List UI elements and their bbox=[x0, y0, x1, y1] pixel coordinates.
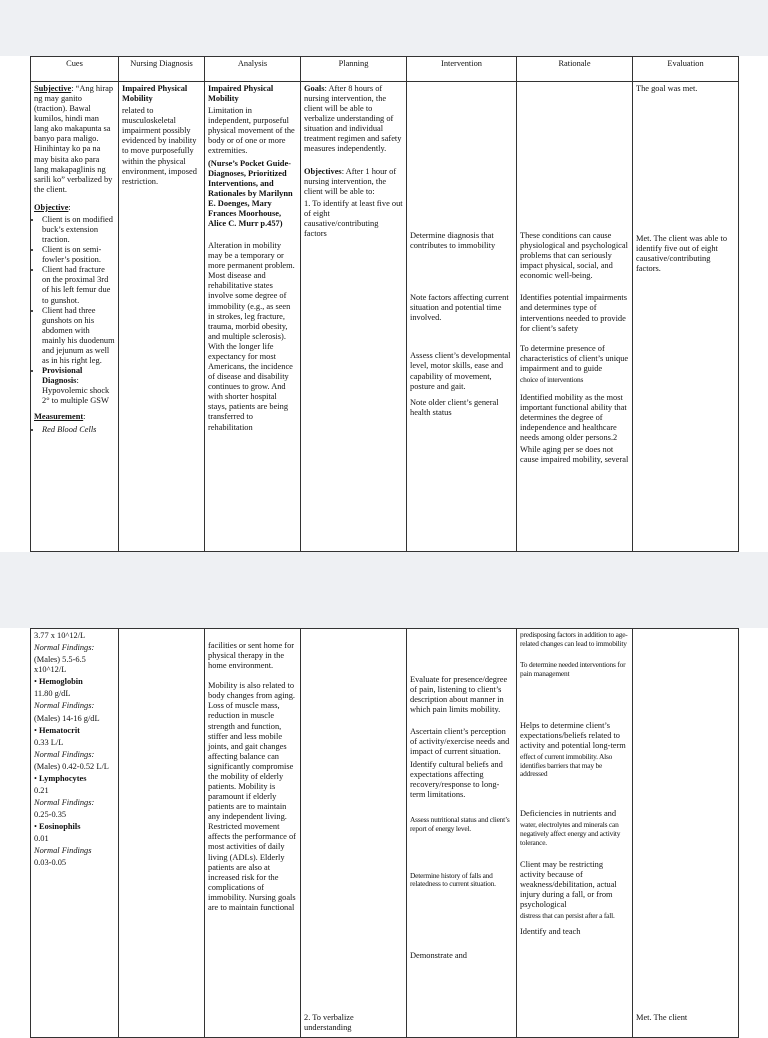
objective-label-line: Objective: bbox=[34, 202, 71, 212]
evaluation-cell-continued bbox=[633, 629, 739, 1038]
intervention-item: Assess nutritional status and client’s report of energy level. bbox=[410, 814, 510, 833]
list-item: • Client is on modified buck’s extension traction. bbox=[42, 215, 115, 245]
objective-1-text: To identify at least five out of eight causative/contributing factors bbox=[304, 198, 403, 239]
rationale-item: Identifies potential impairments and determines type of interventions needed to provide for client’s safety bbox=[520, 293, 627, 333]
header-cues: Cues bbox=[31, 57, 119, 82]
eos-value: 0.01 bbox=[34, 834, 49, 844]
intervention-item: Determine history of falls and relatedness to current situation. bbox=[410, 870, 496, 889]
analysis-p2: Mobility is also related to body changes from aging. Loss of muscle mass, reduction in muscle strength and function, stiffer and less mobile joints, and gait changes affecting balance can significantly compromise the mobility of elderly patients. Mobility is paramount if elderly patients are to maintain any independent living. Restricted movement affects the performance of most activities of daily living (ADLs). Elderly patients are also at increased risk for the complications of immobility. Nursing goals are to maintain functional bbox=[208, 681, 296, 912]
measurement-label: Measurement bbox=[34, 412, 84, 422]
rationale-item: To determine needed interventions for pain management bbox=[520, 659, 626, 678]
diagnosis-cell bbox=[119, 82, 205, 552]
care-plan-table-page1 bbox=[30, 56, 739, 552]
goals-label: Goals bbox=[304, 84, 325, 93]
hgb-normal: (Males) 14-16 g/dL bbox=[34, 713, 100, 723]
intervention-item: Identify cultural beliefs and expectations affecting recovery/response to long-term limitations. bbox=[410, 759, 503, 799]
eos-normal: 0.03-0.05 bbox=[34, 858, 67, 868]
rationale-item: choice of interventions bbox=[520, 374, 584, 384]
table-row bbox=[31, 629, 739, 1038]
rbc-value: 3.77 x 10^12/L bbox=[34, 631, 86, 640]
header-rationale: Rationale bbox=[517, 57, 633, 82]
rationale-item: To determine presence of characteristics of client’s unique impairment and to guide bbox=[520, 343, 629, 373]
hgb-label: Hemoglobin bbox=[39, 677, 83, 687]
normal-findings-label: Normal Findings: bbox=[34, 798, 95, 808]
analysis-reference: (Nurse’s Pocket Guide-Diagnoses, Prioritized Interventions, and Rationales by Marilynn E. Doenges, Mary Frances Moorhouse, Alice C. Murr p.457) bbox=[208, 158, 293, 229]
lym-value: 0.21 bbox=[34, 786, 49, 796]
rationale-item: Helps to determine client’s expectations/beliefs related to activity and potential long-term bbox=[520, 720, 626, 750]
goals-block bbox=[304, 84, 403, 155]
intervention-item: Note factors affecting current situation and potential time involved. bbox=[410, 293, 509, 323]
rationale-item: Deficiencies in nutrients and bbox=[520, 809, 617, 819]
analysis-paragraph: Alteration in mobility may be a temporary or more permanent problem. Most disease and rehabilitative states involve some degree of immobility (e.g., as seen in strokes, leg fracture, trauma, morbid obesity, and multiple sclerosis). With the longer life expectancy for most Americans, the incidence of disease and disability continues to grow. And with shorter hospital stays, patients are being transferred to rehabilitation bbox=[208, 241, 295, 432]
analysis-cell-continued bbox=[205, 629, 301, 1038]
rationale-item: Identified mobility as the most important functional ability that determines the degree of independence and healthcare needs among older persons.2 bbox=[520, 392, 627, 443]
rationale-item: While aging per se does not cause impaired mobility, several bbox=[520, 445, 629, 465]
analysis-definition: Limitation in independent, purposeful physical movement of the body or of one or more extremities. bbox=[208, 106, 295, 156]
objective-1: 1. To identify at least five out of eight causative/contributing factors bbox=[304, 198, 403, 239]
cues-cell-continued bbox=[31, 629, 119, 1038]
table-row bbox=[31, 82, 739, 552]
evaluation-cell bbox=[633, 82, 739, 552]
diagnosis-title: Impaired Physical Mobility bbox=[122, 84, 188, 104]
header-nursing-diagnosis: Nursing Diagnosis bbox=[119, 57, 205, 82]
header-analysis: Analysis bbox=[205, 57, 301, 82]
rationale-cell bbox=[517, 82, 633, 552]
care-plan-table-page2 bbox=[30, 628, 739, 1038]
hgb-line: • Hemoglobin bbox=[34, 677, 83, 687]
analysis-p1: facilities or sent home for physical therapy in the home environment. bbox=[208, 641, 295, 671]
lym-label: Lymphocytes bbox=[39, 773, 87, 783]
rationale-item: water, electrolytes and minerals can negatively affect energy and activity tolerance. bbox=[520, 820, 621, 848]
objective-list bbox=[34, 215, 115, 406]
header-intervention: Intervention bbox=[407, 57, 517, 82]
provisional-text: : Hypovolemic shock 2° to multiple GSW bbox=[42, 376, 110, 406]
normal-findings-label: Normal Findings: bbox=[34, 701, 95, 711]
diagnosis-cell-continued bbox=[119, 629, 205, 1038]
goals-text: : After 8 hours of nursing intervention, the client will be able to verbalize understanding of situation and individual treatment regimen and safety measures independently. bbox=[304, 84, 402, 154]
normal-findings-label: Normal Findings: bbox=[34, 643, 95, 653]
rationale-cell-continued bbox=[517, 629, 633, 1038]
intervention-item: Determine diagnosis that contributes to immobility bbox=[410, 231, 496, 251]
rationale-item: distress that can persist after a fall. bbox=[520, 911, 615, 921]
planning-cell bbox=[301, 82, 407, 552]
hct-value: 0.33 L/L bbox=[34, 737, 64, 747]
lym-normal: 0.25-0.35 bbox=[34, 810, 67, 820]
evaluation-goal-met: The goal was met. bbox=[636, 84, 698, 93]
list-item: • Client had fracture on the proximal 3rd of his left femur due to gunshot. bbox=[42, 265, 115, 305]
page-gap-top bbox=[0, 0, 768, 56]
objectives-text: : After 1 hour of nursing intervention, the client will be able to: bbox=[304, 166, 397, 196]
intervention-item: Demonstrate and bbox=[410, 951, 467, 961]
hgb-value: 11.80 g/dL bbox=[34, 689, 71, 699]
list-item bbox=[42, 366, 115, 406]
intervention-item: Ascertain client’s perception of activity/exercise needs and impact of current situation. bbox=[410, 727, 510, 757]
intervention-item: Note older client’s general health status bbox=[410, 397, 499, 417]
analysis-cell bbox=[205, 82, 301, 552]
rbc-label: • Red Blood Cells bbox=[42, 425, 115, 435]
provisional-label: Provisional Diagnosis bbox=[42, 366, 83, 386]
subjective-block bbox=[34, 84, 115, 195]
rationale-item: effect of current immobility. Also identifies barriers that may be addressed bbox=[520, 751, 613, 779]
analysis-title: Impaired Physical Mobility bbox=[208, 84, 274, 104]
hct-normal: (Males) 0.42-0.52 L/L bbox=[34, 761, 109, 771]
objectives-label: Objectives bbox=[304, 166, 342, 176]
header-planning: Planning bbox=[301, 57, 407, 82]
rationale-item: Identify and teach bbox=[520, 927, 581, 937]
evaluation-met-text: Met. The client was able to identify five out of eight causative/contributing factors. bbox=[636, 234, 728, 274]
eos-label: Eosinophils bbox=[39, 822, 81, 832]
intervention-item: Evaluate for presence/degree of pain, listening to client’s description about manner in which pain limits mobility. bbox=[410, 675, 508, 715]
normal-findings-label: Normal Findings bbox=[34, 846, 92, 856]
table-header-row bbox=[31, 57, 739, 82]
lym-line: • Lymphocytes bbox=[34, 773, 87, 783]
rbc-normal: (Males) 5.5-6.5 x10^12/L bbox=[34, 655, 86, 675]
subjective-quote: : “Ang hirap ng may ganito (traction). Bawal kumilos, hindi man lang ako makapunta sa banyo para maligo. Hinihintay ko pa na may bisita ako para lang makapaglinis ng sarili ko” verbalized by the client. bbox=[34, 84, 114, 194]
diagnosis-text: related to musculoskeletal impairment possibly evidenced by inability to move purposefully within the physical environment, imposed restriction. bbox=[122, 106, 197, 186]
hct-line: • Hematocrit bbox=[34, 725, 80, 735]
list-item: • Client had three gunshots on his abdomen with mainly his duodenum and jejunum as well as in his right leg. bbox=[42, 306, 115, 366]
eos-line: • Eosinophils bbox=[34, 822, 81, 832]
rationale-item: Client may be restricting activity because of weakness/debilitation, actual injury during a fall, or from psychological bbox=[520, 860, 617, 910]
evaluation-bottom: Met. The client bbox=[636, 1013, 688, 1022]
intervention-cell bbox=[407, 82, 517, 552]
intervention-item: Assess client’s developmental level, motor skills, ease and capability of movement, posture and gait. bbox=[410, 351, 511, 391]
header-evaluation: Evaluation bbox=[633, 57, 739, 82]
objective-label: Objective bbox=[34, 202, 69, 212]
hct-label: Hematocrit bbox=[39, 725, 80, 735]
cues-cell bbox=[31, 82, 119, 552]
measurement-list bbox=[34, 425, 115, 435]
normal-findings-label: Normal Findings: bbox=[34, 749, 95, 759]
planning-cell-continued bbox=[301, 629, 407, 1038]
rationale-item: predisposing factors in addition to age-related changes can lead to immobility bbox=[520, 630, 628, 648]
measurement-line: Measurement: bbox=[34, 412, 86, 422]
page-gap-middle bbox=[0, 552, 768, 628]
planning-bottom: 2. To verbalize understanding bbox=[304, 1013, 354, 1033]
intervention-cell-continued bbox=[407, 629, 517, 1038]
list-item: • Client is on semi-fowler’s position. bbox=[42, 245, 115, 265]
objectives-block bbox=[304, 167, 403, 197]
rationale-item: These conditions can cause physiological and psychological problems that can seriously impact physical, social, and economic well-being. bbox=[520, 231, 628, 281]
subjective-label: Subjective bbox=[34, 84, 72, 93]
